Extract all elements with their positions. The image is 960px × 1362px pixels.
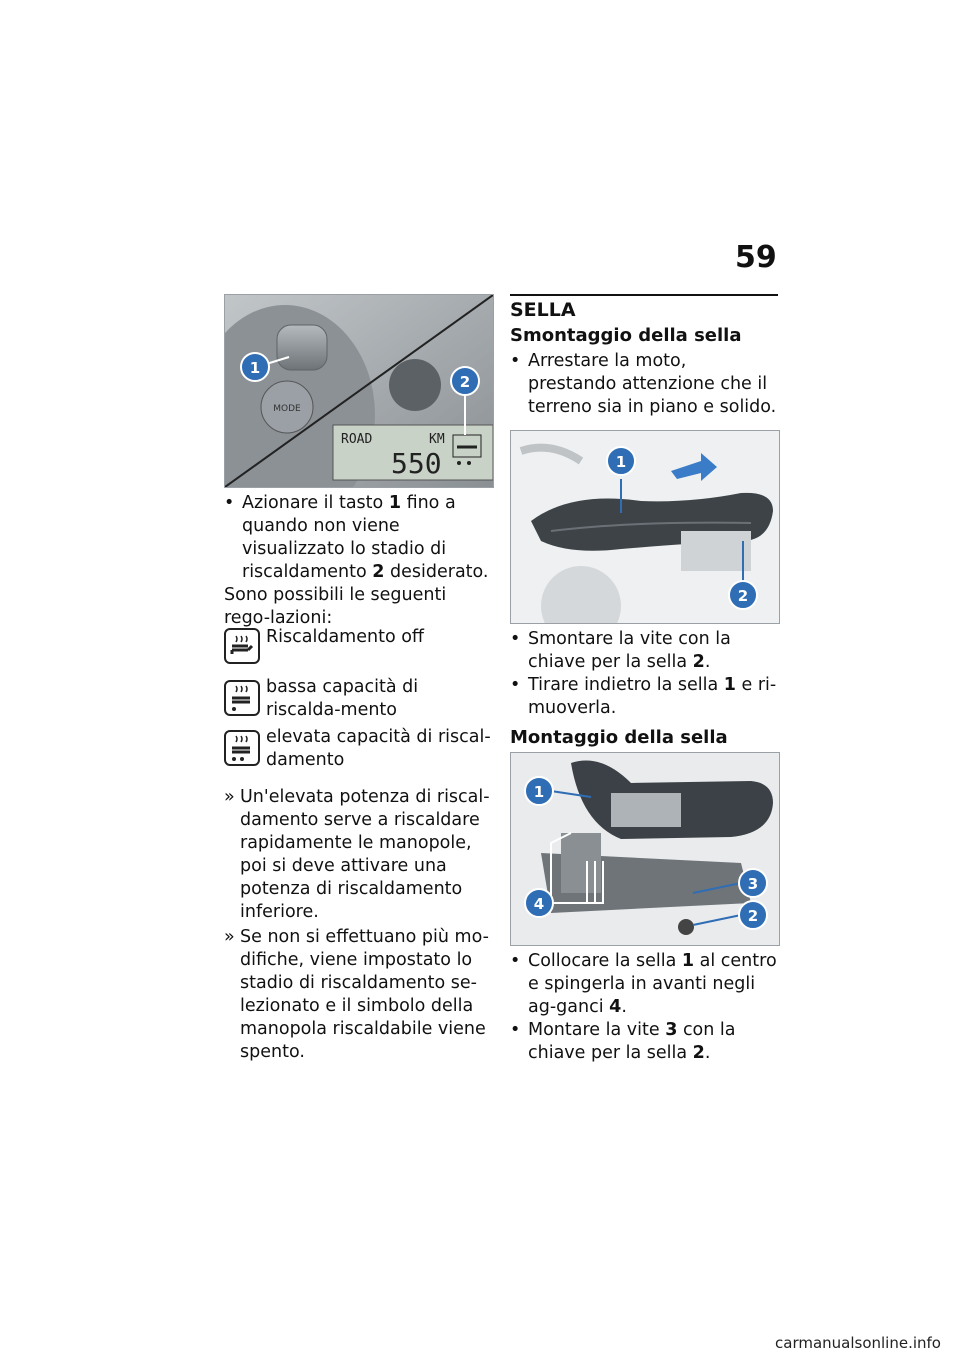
display-unit: KM [429,432,445,447]
heated-grip-illustration [225,295,493,487]
setting-row-low [224,676,494,726]
ref-2: 2 [372,562,385,582]
mode-button-label: MODE [273,404,301,414]
left-step-1 [224,492,490,584]
seat-installation-figure [510,752,780,946]
callout-1: 1 [249,359,261,377]
callout-1: 1 [615,453,627,471]
callout-2: 2 [459,373,471,391]
setting-label: elevata capacità di riscal-damento [266,727,491,770]
watermark: carmanualsonline.info [775,1334,941,1352]
step-item: • Arrestare la moto, prestando attenzione che il terreno sia in piano e solido. [510,350,778,419]
seat-removal-illustration [511,431,779,623]
callout-2: 2 [737,587,749,605]
step-item: • Smontare la vite con la chiave per la sella 2. [510,628,778,674]
removal-title: Smontaggio della sella [510,325,742,346]
ref-1: 1 [388,493,401,513]
callout-3: 3 [747,875,759,893]
callout-1: 1 [533,783,545,801]
heated-grip-figure [224,294,494,488]
seat-removal-figure [510,430,780,624]
removal-steps [510,628,778,720]
step-item: • Montare la vite 3 con la chiave per la sella 2. [510,1019,778,1065]
setting-row-high [224,726,494,776]
removal-step-1 [510,350,778,419]
result-item: » Se non si effettuano più mo-difiche, viene impostato lo stadio di riscaldamento se-lezionato e il simbolo della manopola riscaldabile viene spento. [224,926,490,1064]
section-title: SELLA [510,299,576,321]
setting-label: bassa capacità di riscalda-mento [266,677,419,720]
setting-row-off [224,626,494,676]
settings-list [224,626,494,776]
section-rule [510,294,778,296]
step-item: • Azionare il tasto 1 fino a quando non viene visualizzato lo stadio di riscaldamento 2 desiderato. [224,492,490,584]
step-item: • Collocare la sella 1 al centro e spingerla in avanti negli ag-ganci 4. [510,950,778,1019]
step-item: • Tirare indietro la sella 1 e ri-muoverla. [510,674,778,720]
installation-title: Montaggio della sella [510,727,728,748]
seat-installation-illustration [511,753,779,945]
callout-4: 4 [533,895,545,913]
possible-settings-text: Sono possibili le seguenti rego-lazioni: [224,585,447,628]
result-item: » Un'elevata potenza di riscal-damento serve a riscaldare rapidamente le manopole, poi si deve attivare una potenza di riscaldamento inferiore. [224,786,490,924]
heating-low-icon [224,680,260,716]
display-mode: ROAD [341,432,373,447]
installation-steps [510,950,778,1065]
setting-label: Riscaldamento off [266,627,424,647]
page-number: 59 [735,240,777,275]
heating-high-icon [224,730,260,766]
heating-off-icon [224,628,260,664]
callout-2: 2 [747,907,759,925]
display-value: 550 [391,447,442,480]
left-results [224,786,490,1064]
